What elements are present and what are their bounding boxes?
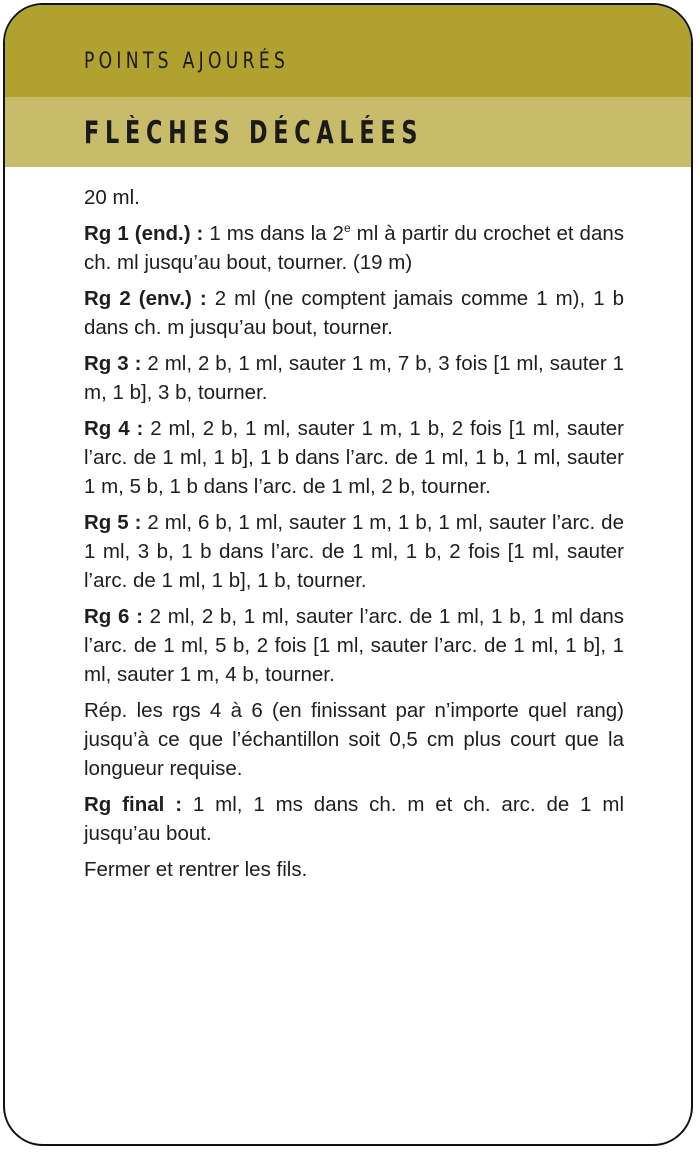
row-label: Rg 1 (end.) : (84, 222, 204, 245)
row-label: Rg 4 : (84, 417, 144, 440)
row-5: Rg 5 : 2 ml, 6 b, 1 ml, sauter 1 m, 1 b, 1 ml, sauter l’arc. de 1 ml, 3 b, 1 b dans l’arc. de 1 ml, 1 b, 2 fois [1 ml, sauter l’arc. de 1 ml, 1 b], 1 b, tourner. (84, 511, 624, 592)
row-4: Rg 4 : 2 ml, 2 b, 1 ml, sauter 1 m, 1 b, 2 fois [1 ml, sauter l’arc. de 1 ml, 1 b], 1 b dans l’arc. de 1 ml, 1 b, 1 ml, sauter 1 m, 5 b, 1 b dans l’arc. de 1 ml, 2 b, tourner. (84, 417, 624, 498)
pattern-title: FLÈCHES DÉCALÉES (84, 115, 424, 151)
row-label: Rg 6 : (84, 605, 143, 628)
row-1: Rg 1 (end.) : 1 ms dans la 2e ml à partir du crochet et dans ch. ml jusqu’au bout, tourner. (19 m) (84, 221, 625, 274)
row-label: Rg 2 (env.) : (84, 287, 207, 310)
instructions (84, 183, 624, 891)
row-3: Rg 3 : 2 ml, 2 b, 1 ml, sauter 1 m, 7 b, 3 fois [1 ml, sauter 1 m, 1 b], 3 b, tourner. (84, 352, 624, 404)
category-band (5, 5, 691, 97)
finish-instruction: Fermer et rentrer les fils. (84, 858, 308, 881)
category-label: POINTS AJOURÉS (84, 49, 290, 74)
foundation-chain: 20 ml. (84, 186, 140, 209)
final-row: Rg final : 1 ml, 1 ms dans ch. m et ch. arc. de 1 ml jusqu’au bout. (84, 793, 625, 845)
row-2: Rg 2 (env.) : 2 ml (ne comptent jamais comme 1 m), 1 b dans ch. m jusqu’au bout, tourner. (84, 287, 625, 339)
row-label: Rg 3 : (84, 352, 142, 375)
pattern-card (3, 3, 693, 1146)
repeat-instruction: Rép. les rgs 4 à 6 (en finissant par n’importe quel rang) jusqu’à ce que l’échantillon soit 0,5 cm plus court que la longueur requise. (84, 699, 624, 780)
row-label: Rg 5 : (84, 511, 142, 534)
row-label: Rg final : (84, 793, 183, 816)
row-6: Rg 6 : 2 ml, 2 b, 1 ml, sauter l’arc. de 1 ml, 1 b, 1 ml dans l’arc. de 1 ml, 5 b, 2 fois [1 ml, sauter l’arc. de 1 ml, 1 b], 1 ml, sauter 1 m, 4 b, tourner. (84, 605, 624, 686)
